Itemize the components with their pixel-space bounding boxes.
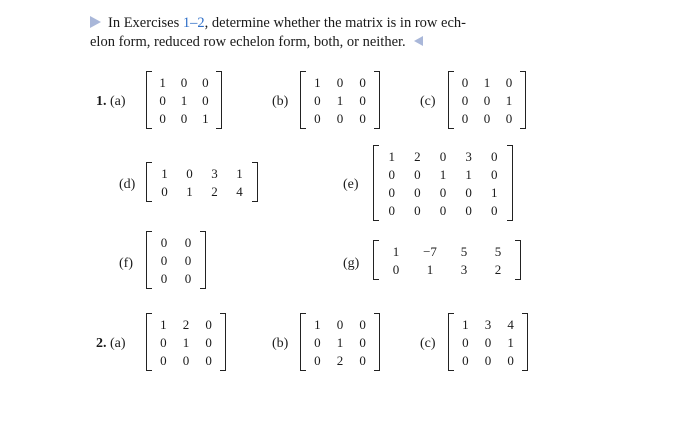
- matrix-entry: 1: [426, 261, 434, 277]
- matrix-entry: 3: [460, 261, 468, 277]
- triangle-right-icon: [90, 16, 101, 28]
- matrix-entry: 0: [336, 110, 344, 126]
- matrix-entry: 0: [160, 252, 168, 268]
- matrix-entries: [152, 231, 200, 289]
- part-1f-label: (f): [119, 256, 133, 271]
- matrix-entry: 0: [336, 316, 344, 332]
- matrix-entry: 0: [414, 166, 421, 182]
- matrix-entry: 0: [465, 202, 472, 218]
- matrix-entry: 0: [161, 183, 168, 199]
- matrix-entry: 1: [159, 74, 166, 90]
- matrix-entry: 0: [359, 334, 366, 350]
- matrix-entry: 0: [180, 74, 188, 90]
- matrix-entries: [152, 162, 252, 202]
- matrix-entry: 3: [484, 316, 492, 332]
- matrix-entry: 0: [388, 184, 396, 200]
- right-bracket: [520, 71, 526, 129]
- matrix-entry: 0: [205, 352, 212, 368]
- matrix-entry: 2: [182, 316, 190, 332]
- matrix-entry: 0: [186, 165, 193, 181]
- matrix-entry: 2: [414, 148, 421, 164]
- matrix-2c: [448, 313, 528, 371]
- matrix-entry: 3: [211, 165, 218, 181]
- exercise-1-label: 1. (a): [96, 94, 126, 109]
- exercise-instructions: [90, 14, 560, 52]
- part-2c-label: (c): [420, 336, 436, 351]
- matrix-entries: [379, 240, 515, 280]
- matrix-entry: 2: [494, 261, 502, 277]
- matrix-entry: 0: [490, 166, 498, 182]
- matrix-entry: 1: [336, 334, 344, 350]
- matrix-entry: 0: [359, 352, 366, 368]
- matrix-entry: 0: [490, 202, 498, 218]
- matrix-entry: 0: [314, 334, 321, 350]
- matrix-entry: 0: [483, 110, 491, 126]
- matrix-entry: 5: [460, 243, 468, 259]
- matrix-entry: 1: [462, 316, 469, 332]
- right-bracket: [252, 162, 258, 202]
- matrix-1e: [373, 145, 513, 221]
- matrix-entry: 0: [388, 166, 396, 182]
- matrix-entry: 0: [336, 74, 344, 90]
- right-bracket: [515, 240, 521, 280]
- matrix-entry: 0: [439, 148, 447, 164]
- matrix-2b: [300, 313, 380, 371]
- matrix-entry: 1: [202, 110, 209, 126]
- matrix-entry: 0: [160, 270, 168, 286]
- matrix-entry: 1: [182, 334, 190, 350]
- part-1b-label: (b): [272, 94, 289, 109]
- matrix-entries: [306, 71, 374, 129]
- matrix-entry: 1: [490, 184, 498, 200]
- matrix-entry: 1: [314, 74, 321, 90]
- matrix-entry: 1: [505, 92, 513, 108]
- matrix-entry: 1: [439, 166, 447, 182]
- matrix-entry: 1: [507, 334, 514, 350]
- matrix-entry: 1: [236, 165, 243, 181]
- matrix-entry: 0: [359, 74, 366, 90]
- matrix-entry: 4: [236, 183, 243, 199]
- matrix-entry: 0: [202, 74, 209, 90]
- matrix-entry: 5: [494, 243, 502, 259]
- matrix-entry: 0: [388, 202, 396, 218]
- matrix-entry: 0: [359, 92, 366, 108]
- matrix-entries: [454, 71, 520, 129]
- part-1g-label: (g): [343, 256, 360, 271]
- part-1e-label: (e): [343, 177, 359, 192]
- matrix-entry: 0: [461, 92, 469, 108]
- matrix-entry: 0: [484, 352, 492, 368]
- matrix-entry: 0: [184, 252, 192, 268]
- matrix-entry: 0: [439, 202, 447, 218]
- part-2b-label: (b): [272, 336, 289, 351]
- matrix-entry: 0: [314, 110, 321, 126]
- matrix-entries: [379, 145, 507, 221]
- matrix-entry: 0: [159, 110, 166, 126]
- matrix-entry: 0: [202, 92, 209, 108]
- matrix-entry: 0: [507, 352, 514, 368]
- triangle-left-icon: [414, 36, 423, 46]
- matrix-entry: 0: [180, 110, 188, 126]
- matrix-entry: 0: [160, 352, 167, 368]
- matrix-entry: 0: [414, 184, 421, 200]
- matrix-1g: [373, 240, 521, 280]
- matrix-entry: 0: [392, 261, 400, 277]
- matrix-entry: 0: [160, 334, 167, 350]
- matrix-entries: [306, 313, 374, 371]
- right-bracket: [522, 313, 528, 371]
- matrix-entry: 3: [465, 148, 472, 164]
- matrix-entry: 0: [483, 92, 491, 108]
- matrix-entry: 0: [414, 202, 421, 218]
- matrix-entry: 0: [505, 110, 513, 126]
- instruction-line-2: elon form, reduced row echelon form, both, or neither.: [90, 33, 560, 52]
- matrix-entry: 0: [314, 352, 321, 368]
- matrix-entry: 0: [205, 316, 212, 332]
- matrix-entry: 0: [184, 270, 192, 286]
- matrix-1d: [146, 162, 258, 202]
- right-bracket: [220, 313, 226, 371]
- matrix-entry: 0: [182, 352, 190, 368]
- exercise-range-link[interactable]: 1–2: [182, 15, 205, 31]
- matrix-entries: [152, 313, 220, 371]
- matrix-entry: 0: [465, 184, 472, 200]
- matrix-1a: [146, 71, 222, 129]
- right-bracket: [200, 231, 206, 289]
- matrix-entry: 1: [388, 148, 396, 164]
- matrix-entry: 0: [484, 334, 492, 350]
- matrix-1c: [448, 71, 526, 129]
- matrix-entry: 1: [483, 74, 491, 90]
- right-bracket: [216, 71, 222, 129]
- matrix-2a: [146, 313, 226, 371]
- matrix-entry: 1: [160, 316, 167, 332]
- matrix-entry: 0: [462, 352, 469, 368]
- matrix-entries: [152, 71, 216, 129]
- matrix-entry: 0: [205, 334, 212, 350]
- matrix-entry: 0: [462, 334, 469, 350]
- matrix-1f: [146, 231, 206, 289]
- instruction-line-1: In Exercises 1–2, determine whether the matrix is in row ech-: [90, 14, 560, 33]
- matrix-entry: 0: [359, 316, 366, 332]
- part-1c-label: (c): [420, 94, 436, 109]
- exercise-2-label: 2. (a): [96, 336, 126, 351]
- matrix-entry: 0: [505, 74, 513, 90]
- matrix-entry: 1: [314, 316, 321, 332]
- part-1d-label: (d): [119, 177, 136, 192]
- right-bracket: [374, 313, 380, 371]
- right-bracket: [507, 145, 513, 221]
- matrix-entry: 0: [314, 92, 321, 108]
- matrix-entry: 2: [336, 352, 344, 368]
- matrix-entry: 1: [180, 92, 188, 108]
- matrix-entry: −7: [423, 243, 437, 259]
- matrix-entry: 1: [392, 243, 400, 259]
- matrix-entry: 1: [161, 165, 168, 181]
- matrix-entry: 0: [439, 184, 447, 200]
- matrix-entry: 1: [186, 183, 193, 199]
- matrix-entry: 0: [160, 234, 168, 250]
- right-bracket: [374, 71, 380, 129]
- matrix-entry: 1: [465, 166, 472, 182]
- matrix-1b: [300, 71, 380, 129]
- matrix-entry: 4: [507, 316, 514, 332]
- matrix-entry: 0: [490, 148, 498, 164]
- matrix-entry: 0: [159, 92, 166, 108]
- matrix-entry: 1: [336, 92, 344, 108]
- matrix-entries: [454, 313, 522, 371]
- matrix-entry: 0: [359, 110, 366, 126]
- matrix-entry: 2: [211, 183, 218, 199]
- matrix-entry: 0: [184, 234, 192, 250]
- matrix-entry: 0: [461, 74, 469, 90]
- matrix-entry: 0: [461, 110, 469, 126]
